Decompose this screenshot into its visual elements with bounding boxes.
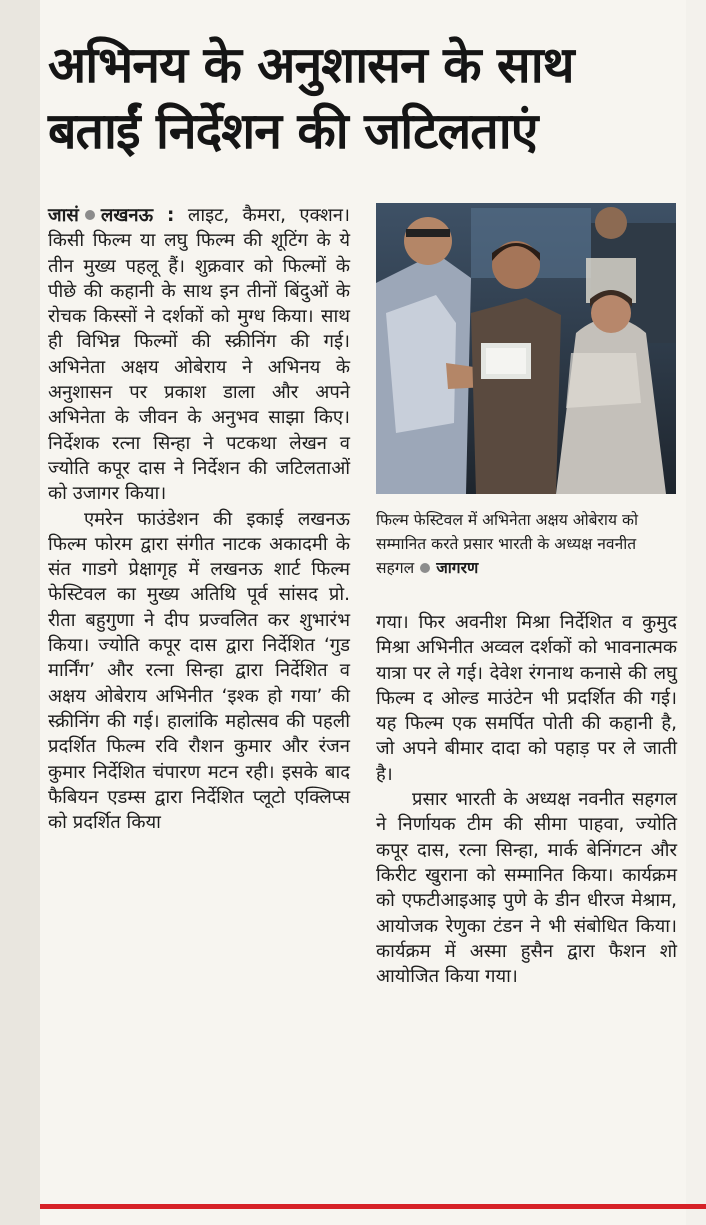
adjacent-column-edge xyxy=(686,0,706,1225)
article-headline xyxy=(48,32,678,164)
photo-caption xyxy=(376,508,677,580)
byline: जासं xyxy=(48,205,79,226)
paragraph-text: लाइट, कैमरा, एक्शन। किसी फिल्म या लघु फिल्म की शूटिंग के ये तीन मुख्य पहलू हैं। शुक्रवार को फिल्मों के पीछे की कहानी के साथ इन तीनों बिंदुओं के रोचक किस्सों ने दर्शकों को मुग्ध किया। साथ ही विभिन्न फिल्मों की स्क्रीनिंग की गई। अभिनेता अक्षय ओबेराय ने अभिनय के अनुशासन पर प्रकाश डाला और अपने अभिनेता के जीवन के अनुभव साझा किए। निर्देशक रत्ना सिन्हा ने पटकथा लेखन व ज्योति कपूर दास ने निर्देशन की जटिलताओं को उजागर किया। xyxy=(48,205,350,505)
headline-line-2: बताईं निर्देशन की जटिलताएं xyxy=(48,102,538,160)
bullet-dot-icon xyxy=(420,563,430,573)
article-paragraph-3: गया। फिर अवनीश मिश्रा निर्देशित व कुमुद मिश्रा अभिनीत अव्वल दर्शकों को भावनात्मक यात्रा पर ले गई। देवेश रंगनाथ कनासे की लघु फिल्म द ओल्ड माउंटेन भी प्रदर्शित की गई। यह फिल्म एक समर्पित पोती की कहानी है, जो अपने बीमार दादा को पहाड़ पर ले जाती है। xyxy=(376,612,677,785)
bullet-dot-icon xyxy=(85,210,95,220)
article-paragraph-1 xyxy=(48,203,350,507)
article-column-left xyxy=(48,203,350,835)
article-column-right xyxy=(376,610,677,989)
award-ceremony-photo-icon xyxy=(376,203,676,494)
article-paragraph-4: प्रसार भारती के अध्यक्ष नवनीत सहगल ने निर्णायक टीम की सीमा पाहवा, ज्योति कपूर दास, रत्ना सिन्हा, मार्क बेनिंगटन और किरीट खुराना को सम्मानित किया। कार्यक्रम को एफटीआइआइ पुणे के डीन धीरज मेश्राम, आयोजक रेणुका टंडन ने भी संबोधित किया। कार्यक्रम में अस्मा हुसैन द्वारा फैशन शो आयोजित किया गया। xyxy=(376,789,677,988)
news-photo xyxy=(376,203,676,494)
page-bottom-rule xyxy=(40,1204,706,1209)
caption-text: फिल्म फेस्टिवल में अभिनेता अक्षय ओबेराय को सम्मानित करते प्रसार भारती के अध्यक्ष नवनीत सहगल xyxy=(376,511,638,577)
dateline: लखनऊ : xyxy=(100,205,175,226)
article-paragraph-2: एमरेन फाउंडेशन की इकाई लखनऊ फिल्म फोरम द्वारा संगीत नाटक अकादमी के संत गाडगे प्रेक्षागृह में लखनऊ शार्ट फिल्म फेस्टिवल का मुख्य अतिथि पूर्व सांसद प्रो. रीता बहुगुणा ने दीप प्रज्वलित कर शुभारंभ किया। ज्योति कपूर दास द्वारा निर्देशित ‘गुड मार्निंग’ और रत्ना सिन्हा द्वारा निर्देशित व अक्षय ओबेराय अभिनीत ‘इश्क हो गया’ की स्क्रीनिंग की गई। हालांकि महोत्सव की पहली प्रदर्शित फिल्म रवि रौशन कुमार और रंजन कुमार निर्देशित चंपारण मटन रही। इसके बाद फैबियन एडम्स द्वारा निर्देशित प्लूटो एक्लिप्स को प्रदर्शित किया xyxy=(48,508,350,834)
headline-line-1: अभिनय के अनुशासन के साथ xyxy=(48,36,574,94)
photo-credit: जागरण xyxy=(436,559,479,577)
